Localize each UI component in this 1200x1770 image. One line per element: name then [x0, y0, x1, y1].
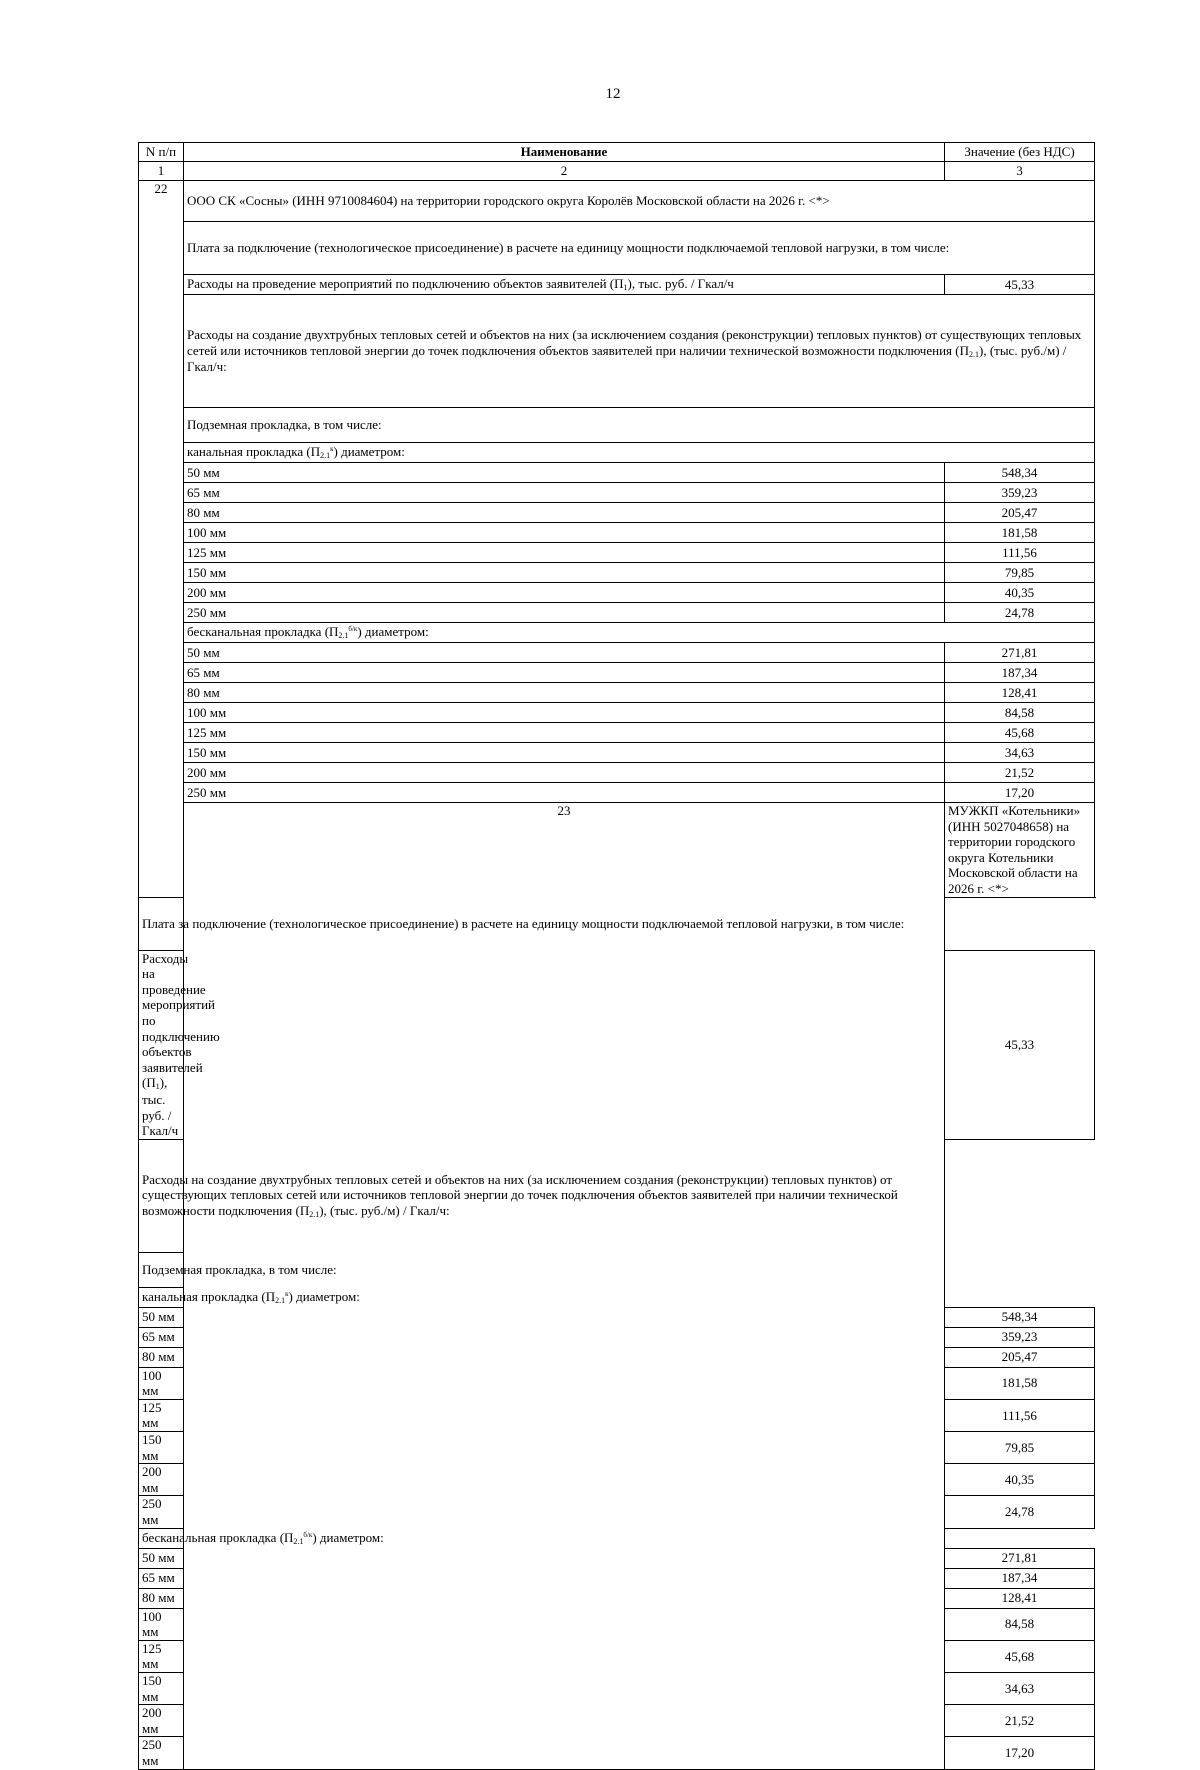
channel-diameter-row: [139, 483, 1095, 503]
fee-text: Плата за подключение (технологическое присоединение) в расчете на единицу мощности подключаемой тепловой нагрузки, в том числе:: [139, 897, 945, 950]
underground-label: Подземная прокладка, в том числе:: [139, 1252, 945, 1287]
channel-subscript: 2.1: [320, 451, 331, 461]
diameter-label: 100 мм: [139, 1608, 184, 1640]
organization-title: МУЖКП «Котельники» (ИНН 5027048658) на территории городского округа Котельники Московской области на 2026 г. <*>: [945, 803, 1095, 898]
tariff-table-body: [139, 143, 1095, 1770]
diameter-value: 359,23: [945, 1327, 1095, 1347]
diameter-label: 150 мм: [184, 743, 945, 763]
channel-diameter-row: [139, 583, 1095, 603]
channel-diameter-row: [139, 503, 1095, 523]
nochannel-subheader-text: бесканальная прокладка (П: [187, 624, 339, 640]
diameter-value: 24,78: [945, 1496, 1095, 1528]
diameter-label: 250 мм: [139, 1737, 184, 1769]
organization-title: ООО СК «Сосны» (ИНН 9710084604) на территории городского округа Королёв Московской области на 2026 г. <*>: [184, 181, 1095, 222]
nochannel-subheader-suffix: ) диаметром:: [357, 624, 429, 640]
column-number: 3: [945, 162, 1095, 181]
diameter-value: 45,68: [945, 723, 1095, 743]
channel-subheader-row: [139, 443, 1095, 463]
diameter-value: 359,23: [945, 483, 1095, 503]
diameter-value: 181,58: [945, 523, 1095, 543]
description-main: Расходы на создание двухтрубных тепловых сетей и объектов на них (за исключением создания (реконструкции) тепловых пунктов) от существующих тепловых сетей или источников тепловой энергии до точек подключения объектов заявителей при наличии технической возможности подключения (П: [187, 327, 1082, 358]
description-row: [139, 1139, 1095, 1252]
channel-diameter-row: [139, 603, 1095, 623]
header-row: [139, 143, 1095, 162]
diameter-value: 79,85: [945, 1432, 1095, 1464]
diameter-label: 80 мм: [184, 503, 945, 523]
diameter-label: 80 мм: [139, 1588, 184, 1608]
diameter-value: 548,34: [945, 463, 1095, 483]
expense-label-subscript: 1: [155, 1082, 160, 1092]
diameter-label: 250 мм: [139, 1496, 184, 1528]
fee-row: [139, 222, 1095, 275]
diameter-label: 100 мм: [184, 703, 945, 723]
fee-text: Плата за подключение (технологическое присоединение) в расчете на единицу мощности подключаемой тепловой нагрузки, в том числе:: [184, 222, 1095, 275]
diameter-value: 34,63: [945, 743, 1095, 763]
diameter-label: 250 мм: [184, 603, 945, 623]
nochannel-subheader: [139, 1528, 945, 1548]
expense-label-unit: ), тыс. руб. / Гкал/ч: [627, 276, 734, 292]
nochannel-diameter-row: [139, 683, 1095, 703]
diameter-value: 181,58: [945, 1367, 1095, 1399]
diameter-value: 79,85: [945, 563, 1095, 583]
nochannel-diameter-row: [139, 643, 1095, 663]
diameter-value: 128,41: [945, 683, 1095, 703]
description-main: Расходы на создание двухтрубных тепловых сетей и объектов на них (за исключением создания (реконструкции) тепловых пунктов) от существующих тепловых сетей или источников тепловой энергии до точек подключения объектов заявителей при наличии технической возможности подключения (П: [142, 1171, 898, 1218]
channel-subscript: 2.1: [275, 1295, 286, 1305]
diameter-value: 271,81: [945, 643, 1095, 663]
expense-value: 45,33: [945, 275, 1095, 295]
channel-superscript: к: [285, 1289, 289, 1298]
section-number: 23: [184, 803, 945, 1770]
expense-row: [139, 275, 1095, 295]
description-row: [139, 295, 1095, 408]
channel-diameter-row: [139, 463, 1095, 483]
channel-diameter-row: [139, 543, 1095, 563]
expense-label-text: Расходы на проведение мероприятий по подключению объектов заявителей (П: [142, 950, 220, 1091]
nochannel-diameter-row: [139, 703, 1095, 723]
description-text: [184, 295, 1095, 408]
diameter-value: 111,56: [945, 1399, 1095, 1431]
diameter-label: 200 мм: [139, 1705, 184, 1737]
underground-label: Подземная прокладка, в том числе:: [184, 408, 1095, 443]
underground-row: [139, 408, 1095, 443]
diameter-label: 125 мм: [184, 723, 945, 743]
diameter-value: 128,41: [945, 1588, 1095, 1608]
diameter-label: 250 мм: [184, 783, 945, 803]
diameter-label: 125 мм: [184, 543, 945, 563]
column-number: 2: [184, 162, 945, 181]
description-unit: ), (тыс. руб./м) / Гкал/ч:: [187, 342, 1067, 375]
diameter-value: 34,63: [945, 1673, 1095, 1705]
header-name: Наименование: [184, 143, 945, 162]
nochannel-superscript: б/к: [348, 625, 358, 634]
diameter-label: 65 мм: [139, 1327, 184, 1347]
channel-subheader: [184, 443, 1095, 463]
diameter-label: 125 мм: [139, 1399, 184, 1431]
diameter-label: 150 мм: [139, 1673, 184, 1705]
nochannel-subheader-row: [139, 623, 1095, 643]
description-unit: ), (тыс. руб./м) / Гкал/ч:: [319, 1202, 450, 1218]
nochannel-subheader-row: [139, 1528, 1095, 1548]
diameter-value: 17,20: [945, 783, 1095, 803]
section-number: 22: [139, 181, 184, 898]
channel-subheader-row: [139, 1287, 1095, 1307]
diameter-value: 45,68: [945, 1640, 1095, 1672]
diameter-value: 271,81: [945, 1548, 1095, 1568]
diameter-value: 21,52: [945, 763, 1095, 783]
diameter-value: 84,58: [945, 703, 1095, 723]
tariff-table: [138, 142, 1095, 1770]
channel-subheader-suffix: ) диаметром:: [288, 1288, 360, 1304]
diameter-value: 84,58: [945, 1608, 1095, 1640]
nochannel-diameter-row: [139, 763, 1095, 783]
expense-label-text: Расходы на проведение мероприятий по подключению объектов заявителей (П: [187, 276, 624, 292]
header-num: N п/п: [139, 143, 184, 162]
channel-diameter-row: [139, 563, 1095, 583]
diameter-label: 100 мм: [184, 523, 945, 543]
channel-subheader-text: канальная прокладка (П: [187, 444, 321, 460]
nochannel-diameter-row: [139, 723, 1095, 743]
diameter-label: 100 мм: [139, 1367, 184, 1399]
description-subscript: 2.1: [968, 349, 979, 359]
diameter-label: 65 мм: [139, 1568, 184, 1588]
diameter-label: 50 мм: [184, 463, 945, 483]
underground-row: [139, 1252, 1095, 1287]
expense-label: [139, 950, 220, 1139]
column-number-row: [139, 162, 1095, 181]
diameter-label: 200 мм: [139, 1464, 184, 1496]
diameter-value: 187,34: [945, 663, 1095, 683]
expense-label-unit: ), тыс. руб. / Гкал/ч: [142, 1075, 179, 1139]
page-number: 12: [605, 86, 621, 102]
channel-superscript: к: [330, 445, 334, 454]
fee-row: [139, 897, 1095, 950]
nochannel-superscript: б/к: [303, 1530, 313, 1539]
diameter-label: 65 мм: [184, 483, 945, 503]
diameter-value: 205,47: [945, 503, 1095, 523]
expense-label-subscript: 1: [623, 283, 628, 293]
diameter-label: 80 мм: [184, 683, 945, 703]
diameter-value: 205,47: [945, 1347, 1095, 1367]
diameter-value: 40,35: [945, 1464, 1095, 1496]
nochannel-subscript: 2.1: [338, 631, 349, 641]
expense-value: 45,33: [945, 950, 1095, 1139]
expense-label: [184, 275, 945, 295]
nochannel-diameter-row: [139, 743, 1095, 763]
nochannel-subheader: [184, 623, 1095, 643]
diameter-label: 50 мм: [184, 643, 945, 663]
diameter-label: 200 мм: [184, 583, 945, 603]
section-org-row: [139, 181, 1095, 222]
diameter-value: 21,52: [945, 1705, 1095, 1737]
channel-subheader: [139, 1287, 945, 1307]
diameter-label: 200 мм: [184, 763, 945, 783]
description-subscript: 2.1: [309, 1209, 320, 1219]
diameter-label: 50 мм: [139, 1307, 184, 1327]
diameter-label: 80 мм: [139, 1347, 184, 1367]
section-org-row: [139, 803, 1095, 898]
column-number: 1: [139, 162, 184, 181]
diameter-label: 65 мм: [184, 663, 945, 683]
diameter-value: 548,34: [945, 1307, 1095, 1327]
diameter-value: 111,56: [945, 543, 1095, 563]
diameter-label: 150 мм: [139, 1432, 184, 1464]
channel-subheader-text: канальная прокладка (П: [142, 1288, 276, 1304]
description-text: [139, 1139, 945, 1252]
nochannel-subheader-suffix: ) диаметром:: [312, 1529, 384, 1545]
nochannel-diameter-row: [139, 663, 1095, 683]
diameter-value: 17,20: [945, 1737, 1095, 1769]
diameter-label: 125 мм: [139, 1640, 184, 1672]
diameter-value: 187,34: [945, 1568, 1095, 1588]
header-value: Значение (без НДС): [945, 143, 1095, 162]
channel-diameter-row: [139, 523, 1095, 543]
diameter-value: 24,78: [945, 603, 1095, 623]
diameter-value: 40,35: [945, 583, 1095, 603]
nochannel-subheader-text: бесканальная прокладка (П: [142, 1529, 294, 1545]
nochannel-subscript: 2.1: [293, 1536, 304, 1546]
nochannel-diameter-row: [139, 783, 1095, 803]
channel-subheader-suffix: ) диаметром:: [333, 444, 405, 460]
diameter-label: 50 мм: [139, 1548, 184, 1568]
diameter-label: 150 мм: [184, 563, 945, 583]
